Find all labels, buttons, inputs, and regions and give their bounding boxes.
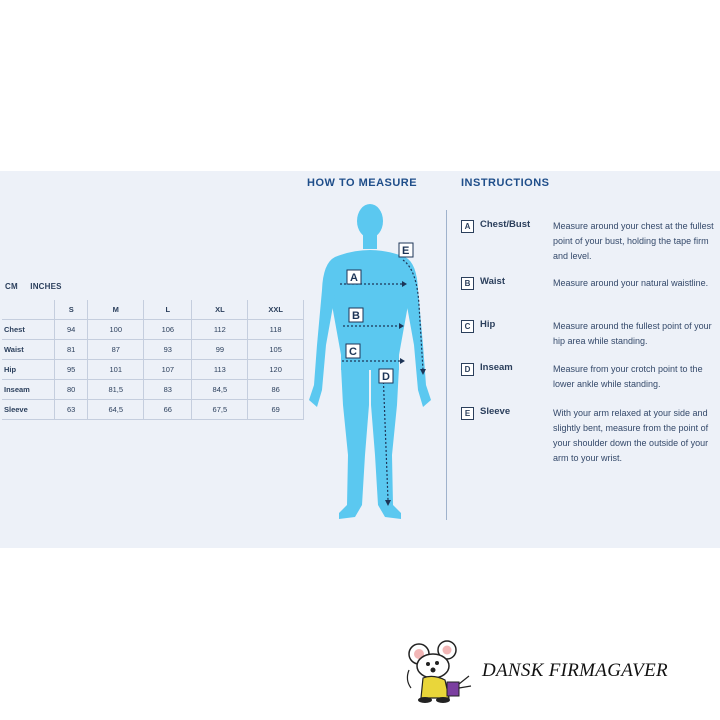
- table-cell: 113: [192, 360, 248, 380]
- table-cell: 87: [88, 340, 144, 360]
- unit-inches[interactable]: INCHES: [30, 282, 62, 291]
- table-header-row: [2, 300, 304, 320]
- row-label: Hip: [2, 360, 55, 380]
- table-cell: 106: [144, 320, 192, 340]
- table-cell: 95: [55, 360, 88, 380]
- instruction-inseam: [461, 362, 717, 394]
- brand-logo-text[interactable]: DANSK FIRMAGAVER: [482, 660, 668, 681]
- table-row: [2, 400, 304, 420]
- badge-e: E: [461, 407, 474, 420]
- marker-a: A: [350, 272, 358, 284]
- badge-c: C: [461, 320, 474, 333]
- mouse-logo-icon: [403, 640, 479, 706]
- row-label: Sleeve: [2, 400, 55, 420]
- table-row: [2, 340, 304, 360]
- table-cell: 67,5: [192, 400, 248, 420]
- unit-cm[interactable]: CM: [5, 282, 18, 291]
- instruction-chest: [461, 219, 717, 264]
- instruction-text: Measure from your crotch point to the lower ankle while standing.: [553, 364, 703, 389]
- size-table: [2, 300, 304, 420]
- instruction-sleeve: [461, 406, 717, 481]
- table-corner: [2, 300, 55, 320]
- instruction-name: Chest/Bust: [480, 219, 531, 230]
- table-cell: 63: [55, 400, 88, 420]
- table-cell: 99: [192, 340, 248, 360]
- table-cell: 107: [144, 360, 192, 380]
- marker-c: C: [349, 346, 357, 358]
- unit-labels: [5, 282, 72, 291]
- size-header: XXL: [248, 300, 304, 320]
- instruction-text: Measure around your chest at the fullest point of your bust, holding the tape firm and level.: [553, 221, 714, 261]
- instruction-name: Sleeve: [480, 406, 511, 417]
- table-cell: 83: [144, 380, 192, 400]
- table-row: [2, 320, 304, 340]
- table-cell: 94: [55, 320, 88, 340]
- table-cell: 69: [248, 400, 304, 420]
- table-cell: 66: [144, 400, 192, 420]
- column-divider: [446, 210, 447, 520]
- marker-d: D: [382, 371, 390, 383]
- instruction-waist: [461, 276, 717, 308]
- how-to-measure-heading: HOW TO MEASURE: [307, 177, 418, 189]
- table-cell: 81,5: [88, 380, 144, 400]
- table-cell: 93: [144, 340, 192, 360]
- instruction-name: Inseam: [480, 362, 513, 373]
- table-cell: 100: [88, 320, 144, 340]
- instruction-text: Measure around your natural waistline.: [553, 278, 709, 288]
- row-label: Chest: [2, 320, 55, 340]
- badge-a: A: [461, 220, 474, 233]
- table-cell: 101: [88, 360, 144, 380]
- instruction-hip: [461, 319, 717, 351]
- table-cell: 118: [248, 320, 304, 340]
- size-header: L: [144, 300, 192, 320]
- instructions-heading: INSTRUCTIONS: [461, 177, 550, 189]
- row-label: Waist: [2, 340, 55, 360]
- table-cell: 64,5: [88, 400, 144, 420]
- table-cell: 86: [248, 380, 304, 400]
- table-row: [2, 360, 304, 380]
- badge-b: B: [461, 277, 474, 290]
- size-header: S: [55, 300, 88, 320]
- row-label: Inseam: [2, 380, 55, 400]
- marker-b: B: [352, 310, 360, 322]
- table-cell: 80: [55, 380, 88, 400]
- badge-d: D: [461, 363, 474, 376]
- table-row: [2, 380, 304, 400]
- instruction-text: Measure around the fullest point of your hip area while standing.: [553, 321, 712, 346]
- table-cell: 84,5: [192, 380, 248, 400]
- table-cell: 112: [192, 320, 248, 340]
- table-cell: 81: [55, 340, 88, 360]
- table-cell: 105: [248, 340, 304, 360]
- size-header: XL: [192, 300, 248, 320]
- marker-e: E: [402, 245, 410, 257]
- instruction-name: Hip: [480, 319, 496, 330]
- body-figure: [295, 195, 445, 530]
- instruction-name: Waist: [480, 276, 505, 287]
- size-header: M: [88, 300, 144, 320]
- table-cell: 120: [248, 360, 304, 380]
- instruction-text: With your arm relaxed at your side and slightly bent, measure from the point of your shoulder down the outside of your arm to your wrist.: [553, 408, 709, 463]
